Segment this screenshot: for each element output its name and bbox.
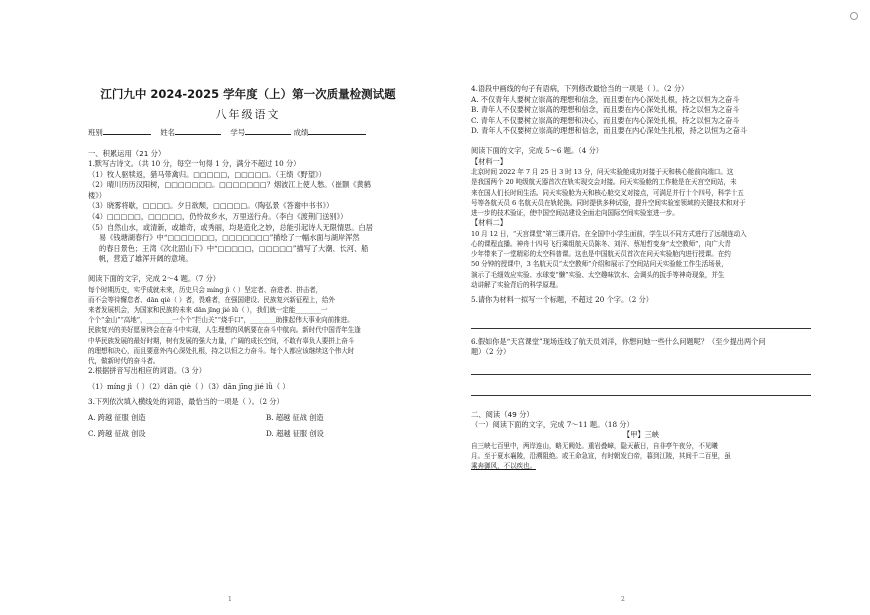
passage1-intro: 阅读下面的文字，完成 2～4 题。（7 分）	[88, 273, 220, 283]
passage1-line: 而不会等待懈怠者、dān qiè（ ）者，畏难者，在强国建设、民族复兴新征程上，给外	[88, 295, 335, 304]
passage1-line: 每个时期历史，实乎成就未来，历史只会 míng jì（ ）坚定者、奋进者、拼击者，	[88, 285, 323, 294]
q1-line: （1）牧人驱犊返，猎马带禽归。□□□□□，□□□□□。（王绩《野望》）	[88, 169, 326, 179]
q1-line: （2）晴川历历汉阳树，□□□□□□□。□□□□□□□？烟波江上使人愁。（崔颢《黄鹤	[88, 180, 371, 190]
right-page	[435, 0, 870, 615]
q1-line: 帆，营造了雄浑开阔的意境。	[99, 254, 193, 264]
passage2-intro: 阅读下面的文字，完成 5～6 题。（4 分）	[471, 145, 603, 155]
material2-line: 演示了毛细效应实验、水球变“懒”实验、太空趣味饮水、会调头的扳手等神奇现象，并生	[471, 270, 725, 279]
q3-option-b: B. 超越 征战 创造	[266, 412, 324, 422]
score-label: 成绩	[293, 128, 309, 137]
jia-line: 自三峡七百里中，两岸连山，略无阙处。重岩叠嶂，隐天蔽日，自非亭午夜分，不见曦	[471, 441, 718, 450]
id-label: 学号	[230, 128, 246, 137]
material2-line: 少年带来了一堂精彩的太空科普课。这也是中国航天员首次在问天实验舱内进行授课。在约	[471, 250, 731, 259]
material1-line: 号等各航天员 6 名航天员在轨轮换。同时提供多种试验，提升空间实验室领域的关键技术和对于	[471, 198, 746, 207]
q2-items: （1）míng jì（ ）（2）dān qiè（ ）（3）dān jīng jié lǜ（ ）	[88, 381, 290, 391]
material2-tag: 【材料二】	[471, 218, 507, 228]
q3-option-a: A. 跨越 征服 创造	[88, 412, 146, 422]
q1-line: 楼》）	[88, 190, 106, 200]
material1-line: 是我国两个 20 吨级航天器首次在轨实现交会对接。问天实验舱的工作舱是在天宫空间站，未	[471, 178, 737, 187]
q4-option: A. 不仅青年人要树立崇高的理想和信念，而且要在内心深处扎根，持之以恒为之奋斗	[471, 94, 740, 104]
material1-tag: 【材料一】	[471, 156, 507, 166]
answer-line	[471, 383, 811, 396]
score-blank	[308, 126, 366, 135]
passage-1	[88, 285, 415, 367]
corner-mark	[850, 12, 858, 20]
q3-options-row	[88, 413, 415, 424]
q3-option-d: D. 超越 征服 创设	[266, 428, 324, 438]
q3-option-c: C. 跨越 征战 创设	[88, 428, 146, 438]
q4-option: C. 青年人不仅要树立崇高的理想和决心，而且要在内心深处扎根，持之以恒为之奋斗	[471, 115, 740, 125]
q4-option: B. 青年人不仅要树立崇高的理想和信念，而且要在内心深处扎根，持之以恒为之奋斗	[471, 105, 740, 115]
page-number: 1	[228, 596, 232, 603]
q1-line: （4）□□□□□，□□□□□，仍怜故乡水，万里送行舟。（李白《渡荆门送别》）	[88, 211, 348, 221]
question-4: 4.语段中画线的句子有语病，下列修改最恰当的一项是（ ）。（2 分）	[471, 84, 689, 93]
q1-line: 1.默写古诗文。（共 10 分，每空一句得 1 分，满分不超过 10 分）	[88, 159, 301, 168]
passage1-line: 个个“金山”“高地”，________一个个“拦山关”“烧手口”，________助推起伟大事业向前推进。	[88, 316, 354, 325]
section2-heading: 二、阅读（49 分）	[471, 409, 534, 419]
name-blank	[175, 126, 221, 135]
class-blank	[103, 126, 151, 135]
question-3: 3.下列依次填入横线处的词语，最恰当的一项是（ ）。（2 分）	[88, 397, 284, 407]
passage1-line: 来者发展机会，为国家和民族的未来 dān jīng jié lǜ（ ），我们就一定能________一	[88, 305, 328, 314]
question-5: 5.请你为材料一拟写一个标题，不超过 20 个字。（2 分）	[471, 294, 653, 304]
material1-line: 进一步的技术验证，使中国空间站建设全面走向国际空间实验室进一步。	[471, 208, 679, 217]
answer-line	[471, 362, 811, 375]
sub1-heading: （一）阅读下面的文字，完成 7～11 题。（18 分）	[471, 419, 634, 429]
student-info-row	[88, 126, 415, 138]
material1-line: 来在国人们长时间生活。同天实验舱为天和核心舱交叉对接点，可满足并行十个四号，科学十五	[471, 188, 744, 197]
q1-line: 的春日景色；王湾《次北固山下》中“□□□□□，□□□□□”描写了大潮、长河、船	[99, 243, 369, 253]
passage1-line: 中华民族发展的最好时期，树有发展的强大力量，广阔的成长空间，不敢有辜负人要拼上奋斗	[88, 336, 355, 345]
material2-line: 50 分钟的授课中，3 名航天员“太空教师”介绍和展示了空间站问天实验舱工作生活场景，	[471, 260, 728, 269]
q1-line: （3）晓雾将歇，□□□□。夕日欲颓，□□□□□。（陶弘景《答谢中书书》）	[88, 201, 334, 211]
passage1-line: 代，做新时代的奋斗者。	[88, 356, 160, 365]
material1-line: 北京时间 2022 年 7 月 25 日 3 时 13 分，问天实验舱成功对接于天和核心舱前向端口。这	[471, 168, 734, 177]
passage1-line: 的理想和决心，而且要意外内心深处扎根，持之以恒之力奋斗。每个人都应该继续这个伟大时	[88, 346, 355, 355]
page-number: 2	[621, 596, 625, 603]
q1-line: （5）自然山水，或清新，或雄奇，或秀丽，均是造化之妙，总能引起诗人无限情思。白居	[88, 222, 373, 232]
id-blank	[245, 126, 291, 135]
q1-line: 易《钱塘湖春行》中“□□□□□□□，□□□□□□□”描绘了一幅水面与湖岸浑然	[99, 233, 360, 243]
answer-line	[471, 316, 811, 329]
passage1-line: 民族复兴的美好愿景终会在奋斗中实现，人生理想的风帆要在奋斗中航向。新时代中国青年生逢	[88, 326, 361, 335]
class-label: 班别	[88, 128, 103, 137]
jia-line: 乘奔御风，不以疾也。	[471, 462, 536, 471]
question-2: 2.根据拼音写出相应的词语。（3 分）	[88, 366, 206, 376]
exam-title: 江门九中 2024-2025 学年度（上）第一次质量检测试题	[100, 87, 396, 101]
question-1	[88, 159, 415, 265]
name-label: 姓名	[160, 128, 175, 137]
q3-options-row	[88, 429, 415, 440]
material2-line: 动讲解了实验背后的科学原理。	[471, 280, 562, 289]
material2-line: 10 月 12 日，“天宫课堂”第三课开启。在全国中小学生面前，学生以不同方式进行了远端连动入	[471, 229, 747, 238]
section1-heading: 一、积累运用（21 分）	[88, 149, 166, 158]
jia-tag: 【甲】三峡	[623, 430, 659, 440]
q4-option: D. 青年人不仅要树立崇高的理想和信念，而且要在内心深处生扎根，持之以恒为之奋斗	[471, 126, 748, 136]
jia-line: 月。至于夏水襄陵，沿溯阻绝。或王命急宣，有时朝发白帝，暮到江陵，其间千二百里，虽	[471, 452, 731, 461]
material2-line: 心的课程直播。神舟十四号飞行乘组航天员陈冬、刘洋、蔡旭哲变身“太空教师”，向广大青	[471, 239, 731, 248]
exam-subtitle: 八年级语文	[215, 108, 281, 121]
question-6: 6.假如你是“天宫课堂”现场连线了航天员刘洋，你想问她一些什么问题呢？（至少提出两个问	[471, 336, 766, 346]
question-6: 题）（2 分）	[471, 347, 511, 357]
